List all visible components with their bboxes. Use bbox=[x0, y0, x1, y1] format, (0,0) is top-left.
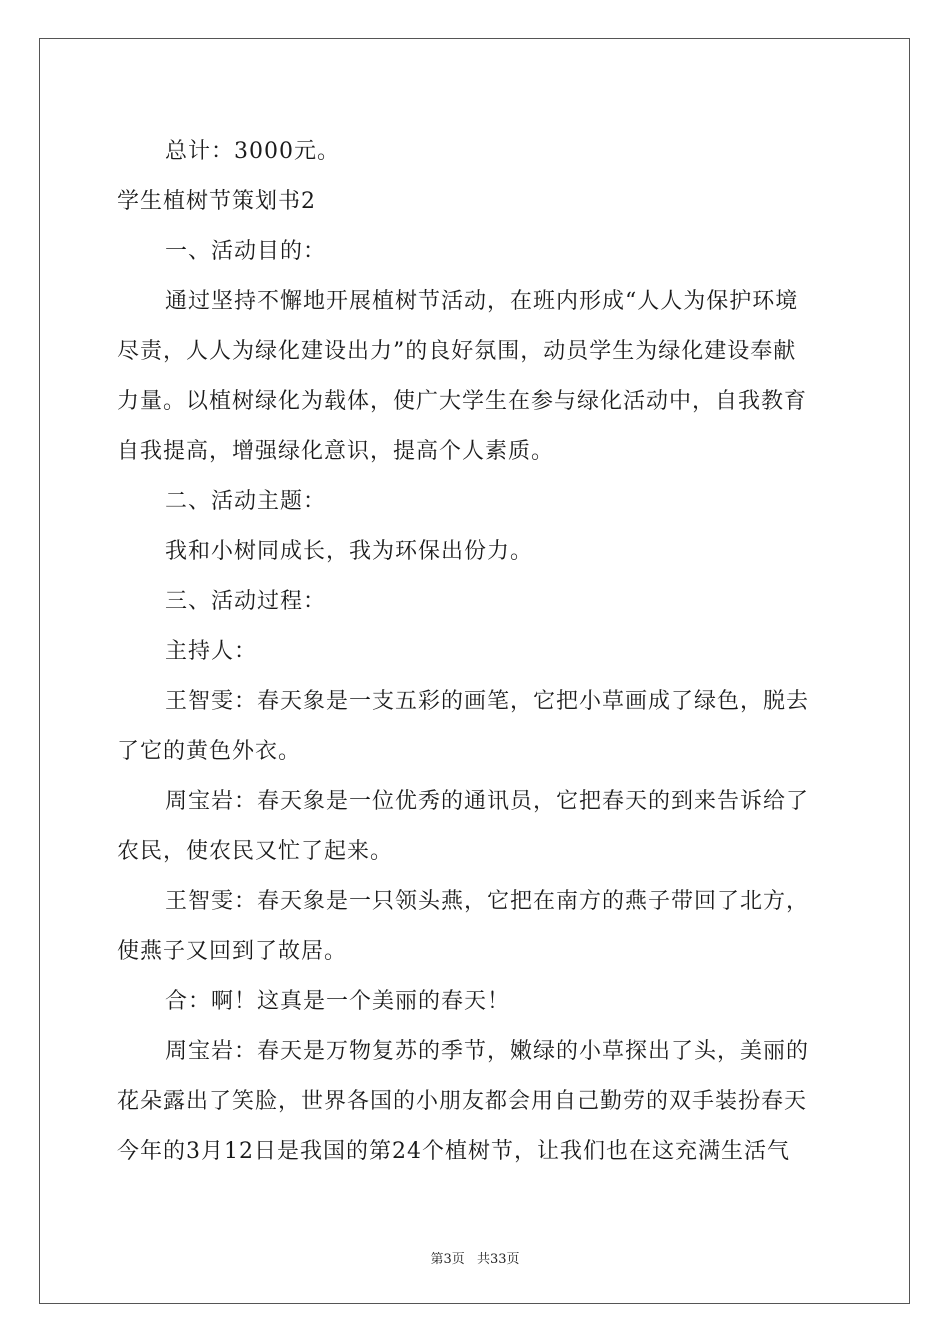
document-body bbox=[117, 127, 837, 1177]
text-line: 今年的3月12日是我国的第24个植树节，让我们也在这充满生活气 bbox=[117, 1139, 790, 1164]
text-line: 使燕子又回到了故居。 bbox=[117, 939, 348, 964]
text-line: 主持人： bbox=[165, 639, 258, 664]
text-line: 二、活动主题： bbox=[165, 489, 327, 514]
page-number: 第3页 bbox=[430, 1252, 465, 1267]
text-line: 总计：3000元。 bbox=[165, 139, 340, 164]
text-line: 花朵露出了笑脸，世界各国的小朋友都会用自己勤劳的双手装扮春天 bbox=[117, 1089, 808, 1114]
text-line: 尽责，人人为绿化建设出力”的良好氛围，动员学生为绿化建设奉献 bbox=[117, 339, 797, 364]
text-line: 力量。以植树绿化为载体，使广大学生在参与绿化活动中，自我教育 bbox=[117, 389, 808, 414]
text-line: 一、活动目的： bbox=[165, 239, 327, 264]
text-line: 三、活动过程： bbox=[165, 589, 327, 614]
text-line: 学生植树节策划书2 bbox=[117, 189, 316, 214]
text-line: 王智雯：春天象是一支五彩的画笔，它把小草画成了绿色，脱去 bbox=[165, 689, 810, 714]
text-line: 我和小树同成长，我为环保出份力。 bbox=[165, 539, 534, 564]
text-line: 了它的黄色外衣。 bbox=[117, 739, 302, 764]
page-total: 共33页 bbox=[476, 1252, 520, 1267]
text-line: 周宝岩：春天是万物复苏的季节，嫩绿的小草探出了头，美丽的 bbox=[165, 1039, 810, 1064]
text-line: 自我提高，增强绿化意识，提高个人素质。 bbox=[117, 439, 555, 464]
page-footer bbox=[0, 1248, 950, 1267]
text-line: 农民，使农民又忙了起来。 bbox=[117, 839, 394, 864]
text-line: 通过坚持不懈地开展植树节活动，在班内形成“人人为保护环境 bbox=[165, 289, 799, 314]
text-line: 周宝岩：春天象是一位优秀的通讯员，它把春天的到来告诉给了 bbox=[165, 789, 810, 814]
text-line: 王智雯：春天象是一只领头燕，它把在南方的燕子带回了北方， bbox=[165, 889, 810, 914]
text-line: 合：啊！这真是一个美丽的春天！ bbox=[165, 989, 511, 1014]
